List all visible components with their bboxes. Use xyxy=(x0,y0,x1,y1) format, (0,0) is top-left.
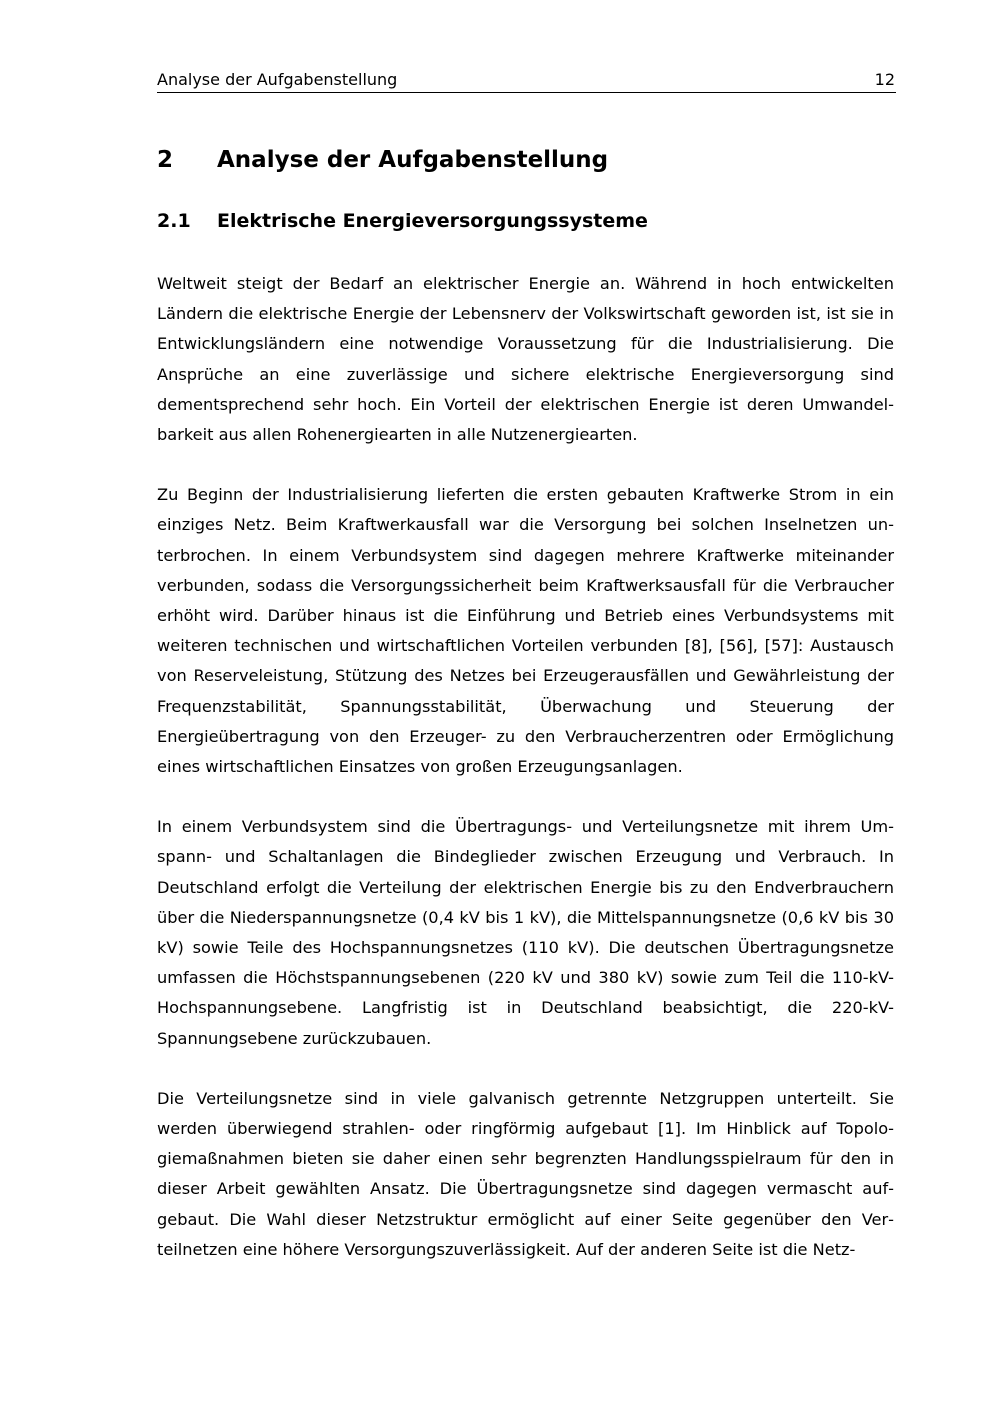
body-text xyxy=(157,269,894,1295)
section-number: 2.1 xyxy=(157,210,191,232)
paragraph: Die Verteilungsnetze sind in viele galvanisch getrennte Netzgruppen unterteilt. Sie werden überwiegend strahlen- oder ringförmig aufgebaut [1]. Im Hinblick auf Topologiemaßnahmen bieten sie daher einen sehr begrenzten Handlungsspielraum für den in dieser Arbeit gewählten Ansatz. Die Übertragungsnetze sind dagegen vermascht aufgebaut. Die Wahl dieser Netzstruktur ermöglicht auf einer Seite gegenüber den Verteilnetzen eine höhere Versorgungszuverlässigkeit. Auf der anderen Seite ist die Netz- xyxy=(157,1088,894,1259)
chapter-number: 2 xyxy=(157,147,174,173)
section-title: Elektrische Energieversorgungssysteme xyxy=(217,210,648,232)
running-header xyxy=(157,68,896,93)
running-header-title: Analyse der Aufgabenstellung xyxy=(157,70,398,89)
section-heading xyxy=(157,206,896,236)
page-number: 12 xyxy=(874,70,895,89)
chapter-title: Analyse der Aufgabenstellung xyxy=(217,147,609,173)
paragraph: Weltweit steigt der Bedarf an elektrischer Energie an. Während in hoch entwickelten Ländern die elektrische Energie der Lebensnerv der Volkswirtschaft geworden ist, ist sie in Entwicklungsländern eine notwendige Voraussetzung für die Industrialisierung. Die Ansprüche an eine zuverlässige und sichere elektrische Energieversorgung sind dementsprechend sehr hoch. Ein Vorteil der elektrischen Energie ist deren Umwandelbarkeit aus allen Rohenergiearten in alle Nutzenergiearten. xyxy=(157,274,894,445)
chapter-heading xyxy=(157,143,896,177)
paragraph: Zu Beginn der Industrialisierung lieferten die ersten gebauten Kraftwerke Strom in ein einziges Netz. Beim Kraftwerkausfall war die Versorgung bei solchen Inselnetzen unterbrochen. In einem Verbundsystem sind dagegen mehrere Kraftwerke miteinander verbunden, sodass die Versorgungssicherheit beim Kraftwerksausfall für die Verbraucher erhöht wird. Darüber hinaus ist die Einführung und Betrieb eines Verbundsystems mit weiteren technischen und wirtschaftlichen Vorteilen verbunden [8], [56], [57]: Austausch von Reserveleistung, Stützung des Netzes bei Erzeugerausfällen und Gewährleistung der Frequenzstabilität, Spannungsstabilität, Überwachung und Steuerung der Energieübertragung von den Erzeuger- zu den Verbraucherzentren oder Ermöglichung eines wirtschaftlichen Einsatzes von großen Erzeugungsanlagen. xyxy=(157,485,894,777)
paragraph: In einem Verbundsystem sind die Übertragungs- und Verteilungsnetze mit ihrem Umspann- und Schaltanlagen die Bindeglieder zwischen Erzeugung und Verbrauch. In Deutschland erfolgt die Verteilung der elektrischen Energie bis zu den Endverbrauchern über die Niederspannungsnetze (0,4 kV bis 1 kV), die Mittelspannungsnetze (0,6 kV bis 30 kV) sowie Teile des Hochspannungsnetzes (110 kV). Die deutschen Übertragungsnetze umfassen die Höchstspannungsebenen (220 kV und 380 kV) sowie zum Teil die 110-kV-Hochspannungsebene. Langfristig ist in Deutschland beabsichtigt, die 220-kV-Spannungsebene zurückzubauen. xyxy=(157,817,894,1048)
